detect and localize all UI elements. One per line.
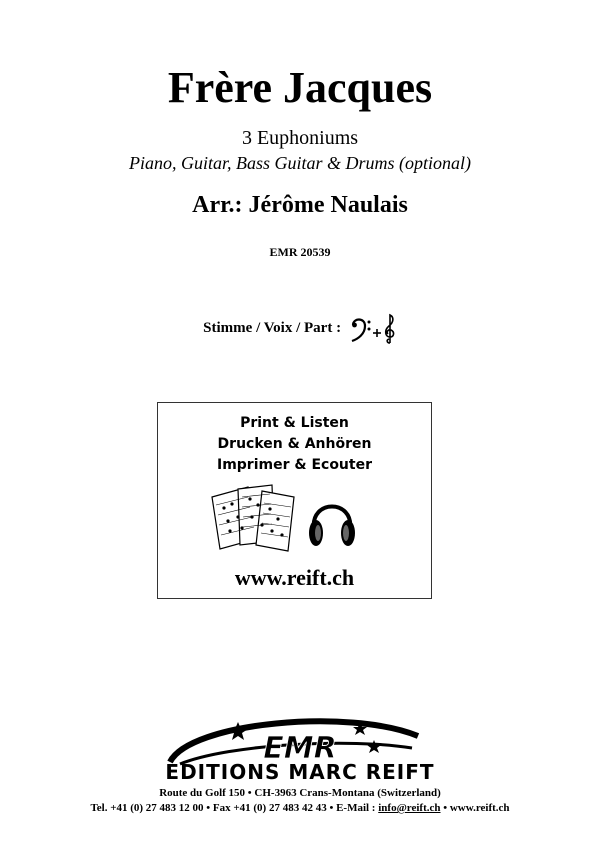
publisher-name: EDITIONS MARC REIFT (165, 760, 435, 784)
print-listen-box (157, 402, 432, 599)
address: Route du Golf 150 • CH-3963 Crans-Montana (Switzerland) (159, 787, 441, 799)
bass-treble-clef-icon (349, 313, 397, 345)
promo-line-3: Imprimer & Ecouter (216, 457, 372, 473)
part-line (0, 312, 600, 345)
sheet-music-icon (208, 481, 304, 553)
instrumentation: 3 Euphoniums (241, 127, 359, 149)
arranger: Arr.: Jérôme Naulais (192, 192, 408, 218)
part-label: Stimme / Voix / Part : (203, 320, 342, 336)
promo-line-1: Print & Listen (240, 415, 349, 431)
promo-url: www.reift.ch (234, 565, 355, 590)
contact-line (0, 801, 600, 815)
email-link[interactable]: info@reift.ch (378, 802, 441, 814)
page-title: Frère Jacques (167, 63, 433, 112)
contact-phone-fax: Tel. +41 (0) 27 483 12 00 • Fax +41 (0) 27 483 42 43 • E-Mail : (90, 802, 379, 814)
accompaniment: Piano, Guitar, Bass Guitar & Drums (optional) (128, 153, 472, 173)
catalog-number: EMR 20539 (269, 245, 331, 259)
logo-text: EMR (263, 731, 337, 766)
promo-line-2: Drucken & Anhören (217, 436, 372, 452)
contact-website: • www.reift.ch (440, 802, 510, 814)
headphones-icon (306, 493, 358, 551)
